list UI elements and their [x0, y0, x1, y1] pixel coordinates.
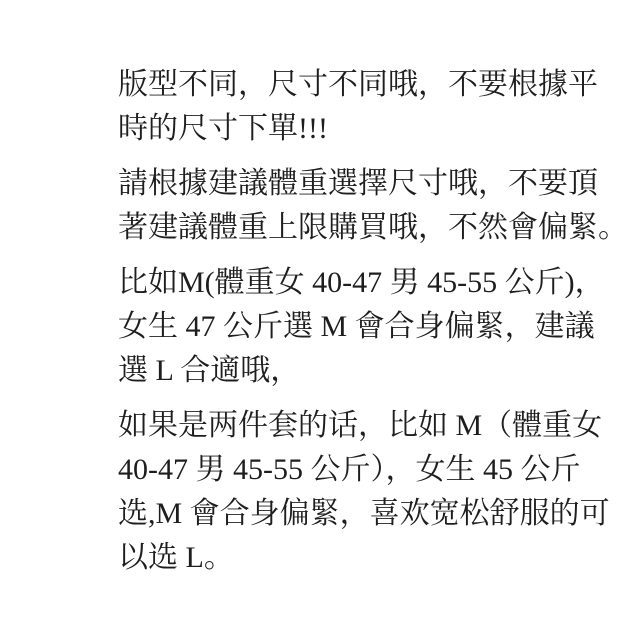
text-line: 如果是两件套的话，比如 M（體重女 — [118, 409, 603, 442]
text-line: 以选 L。 — [118, 541, 234, 574]
text-line: 选,M 會合身偏緊，喜欢宽松舒服的可 — [118, 497, 610, 530]
paragraph-weight-advice — [118, 162, 628, 250]
text-line: 時的尺寸下單!!! — [118, 112, 328, 145]
paragraph-fit-warning — [118, 63, 598, 151]
paragraph-example-two-piece — [118, 404, 610, 580]
text-line: 40-47 男 45-55 公斤），女生 45 公斤 — [118, 453, 581, 486]
text-line: 比如M(體重女 40-47 男 45-55 公斤)， — [118, 266, 605, 299]
text-line: 選 L 合適哦， — [118, 354, 301, 387]
text-line: 版型不同，尺寸不同哦，不要根據平 — [118, 68, 598, 101]
paragraph-example-single — [118, 261, 605, 393]
size-note-text-block — [118, 63, 628, 591]
text-line: 請根據建議體重選擇尺寸哦，不要頂 — [118, 167, 598, 200]
text-line: 女生 47 公斤選 M 會合身偏緊，建議 — [118, 310, 595, 343]
text-line: 著建議體重上限購買哦，不然會偏緊。 — [118, 211, 628, 244]
